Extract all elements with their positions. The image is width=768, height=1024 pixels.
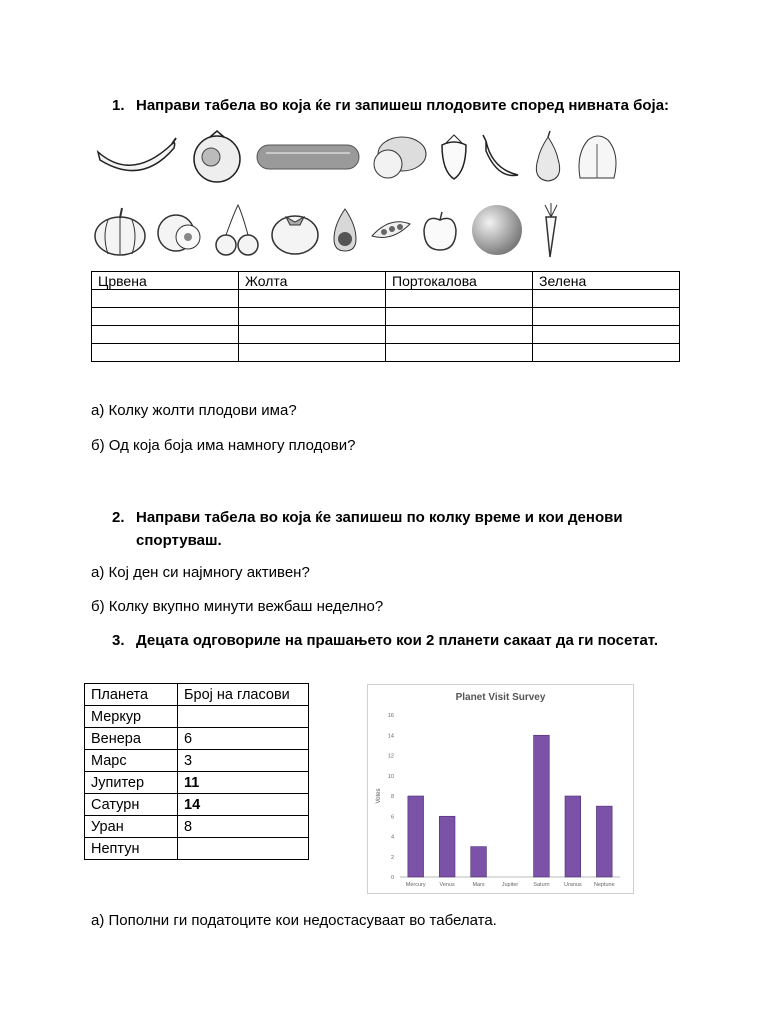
table-row [85, 816, 309, 838]
question-text-line1: Направи табела во која ќе запишеш по колку време и кои денови [136, 509, 623, 526]
header-cell: Жолта [239, 272, 386, 290]
y-tick-label: 0 [390, 875, 394, 881]
x-tick-label: Uranus [563, 882, 582, 888]
x-tick-label: Jupiter [501, 882, 519, 888]
votes-cell: 11 [178, 772, 309, 794]
x-tick-label: Venus [439, 882, 455, 888]
empty-cell[interactable] [92, 326, 239, 344]
color-table [91, 271, 680, 362]
question-number: 3. [112, 632, 125, 649]
empty-cell[interactable] [533, 290, 680, 308]
table-header-row [85, 684, 309, 706]
bar-mercury [408, 796, 424, 877]
x-tick-label: Neptune [593, 882, 615, 888]
empty-cell[interactable] [533, 326, 680, 344]
table-row [85, 772, 309, 794]
y-tick-label: 4 [390, 834, 394, 841]
y-tick-label: 12 [387, 753, 394, 760]
question-text-line2: спортуваш. [136, 532, 222, 549]
question-1a: а) Колку жолти плодови има? [91, 402, 297, 419]
fruit-row-2 [92, 200, 574, 260]
apple-icon [420, 206, 460, 254]
empty-cell[interactable] [239, 308, 386, 326]
table-row [92, 308, 680, 326]
table-row [85, 838, 309, 860]
question-1b: б) Од која боја има намногу плодови? [91, 437, 356, 454]
table-row [85, 728, 309, 750]
pumpkin-icon [92, 202, 148, 258]
header-cell: Број на гласови [178, 684, 309, 706]
empty-cell[interactable] [239, 290, 386, 308]
bar-saturn [534, 735, 550, 877]
x-tick-label: Mercury [405, 882, 426, 888]
empty-cell[interactable] [386, 308, 533, 326]
table-row [85, 750, 309, 772]
header-cell: Планета [85, 684, 178, 706]
question-text: Направи табела во која ќе ги запишеш плодовите според нивната боја: [136, 97, 670, 114]
bar-neptune [596, 806, 612, 877]
planet-cell: Марс [85, 750, 178, 772]
empty-cell[interactable] [386, 344, 533, 362]
lemon-icon [368, 130, 430, 184]
table-row [85, 794, 309, 816]
y-tick-label: 16 [387, 713, 394, 719]
bar-venus [439, 816, 455, 877]
header-cell: Зелена [533, 272, 680, 290]
empty-cell[interactable] [92, 308, 239, 326]
question-number: 2. [112, 509, 125, 526]
planet-cell: Уран [85, 816, 178, 838]
planet-cell: Нептун [85, 838, 178, 860]
peach-icon [154, 205, 206, 255]
planet-votes-table [84, 683, 309, 860]
avocado-icon [328, 205, 362, 255]
question-2a: а) Кој ден си најмногу активен? [91, 564, 310, 581]
pear-icon [528, 129, 568, 185]
orange-icon [466, 201, 528, 259]
y-tick-label: 10 [387, 773, 394, 780]
table-row [92, 344, 680, 362]
question-text: Децата одговориле на прашањето кои 2 планети сакаат да ги посетат. [136, 632, 658, 649]
chart-title: Planet Visit Survey [455, 692, 546, 703]
planet-visit-chart [367, 684, 634, 894]
y-tick-label: 8 [390, 794, 394, 800]
votes-cell[interactable] [178, 838, 309, 860]
votes-cell: 14 [178, 794, 309, 816]
banana-icon [92, 132, 180, 182]
empty-cell[interactable] [386, 326, 533, 344]
question-3 [112, 632, 658, 649]
pomegranate-icon [186, 129, 248, 185]
question-3a: а) Пополни ги податоците кои недостасуваат во табелата. [91, 912, 497, 929]
question-1 [112, 97, 669, 114]
cherries-icon [212, 201, 262, 259]
x-tick-label: Saturn [533, 882, 550, 888]
strawberry-icon [436, 131, 472, 183]
votes-cell: 8 [178, 816, 309, 838]
peas-icon [368, 212, 414, 248]
y-tick-label: 14 [387, 733, 394, 740]
bar-uranus [565, 796, 581, 877]
empty-cell[interactable] [92, 344, 239, 362]
table-row [85, 706, 309, 728]
bar-chart-svg [368, 685, 633, 893]
empty-cell[interactable] [533, 308, 680, 326]
bar-mars [471, 847, 487, 877]
planet-cell: Сатурн [85, 794, 178, 816]
votes-cell[interactable] [178, 706, 309, 728]
question-2 [112, 506, 672, 552]
header-cell: Портокалова [386, 272, 533, 290]
fruit-row-1 [92, 128, 626, 186]
planet-cell: Меркур [85, 706, 178, 728]
y-axis-label: Votes [376, 788, 382, 804]
empty-cell[interactable] [92, 290, 239, 308]
table-header-row [92, 272, 680, 290]
question-number: 1. [112, 97, 125, 114]
tomato-icon [268, 203, 322, 257]
y-tick-label: 2 [390, 854, 394, 861]
question-2b: б) Колку вкупно минути вежбаш неделно? [91, 598, 384, 615]
votes-cell: 6 [178, 728, 309, 750]
empty-cell[interactable] [386, 290, 533, 308]
cucumber-icon [254, 139, 362, 175]
header-cell: Црвена [92, 272, 239, 290]
empty-cell[interactable] [239, 326, 386, 344]
planet-cell: Јупитер [85, 772, 178, 794]
table-row [92, 326, 680, 344]
lettuce-icon [574, 130, 620, 184]
empty-cell[interactable] [239, 344, 386, 362]
y-tick-label: 6 [390, 814, 394, 821]
carrot-icon [534, 199, 568, 261]
planet-cell: Венера [85, 728, 178, 750]
chili-pepper-icon [478, 131, 522, 183]
empty-cell[interactable] [533, 344, 680, 362]
table-row [92, 290, 680, 308]
x-tick-label: Mars [472, 882, 485, 888]
votes-cell: 3 [178, 750, 309, 772]
